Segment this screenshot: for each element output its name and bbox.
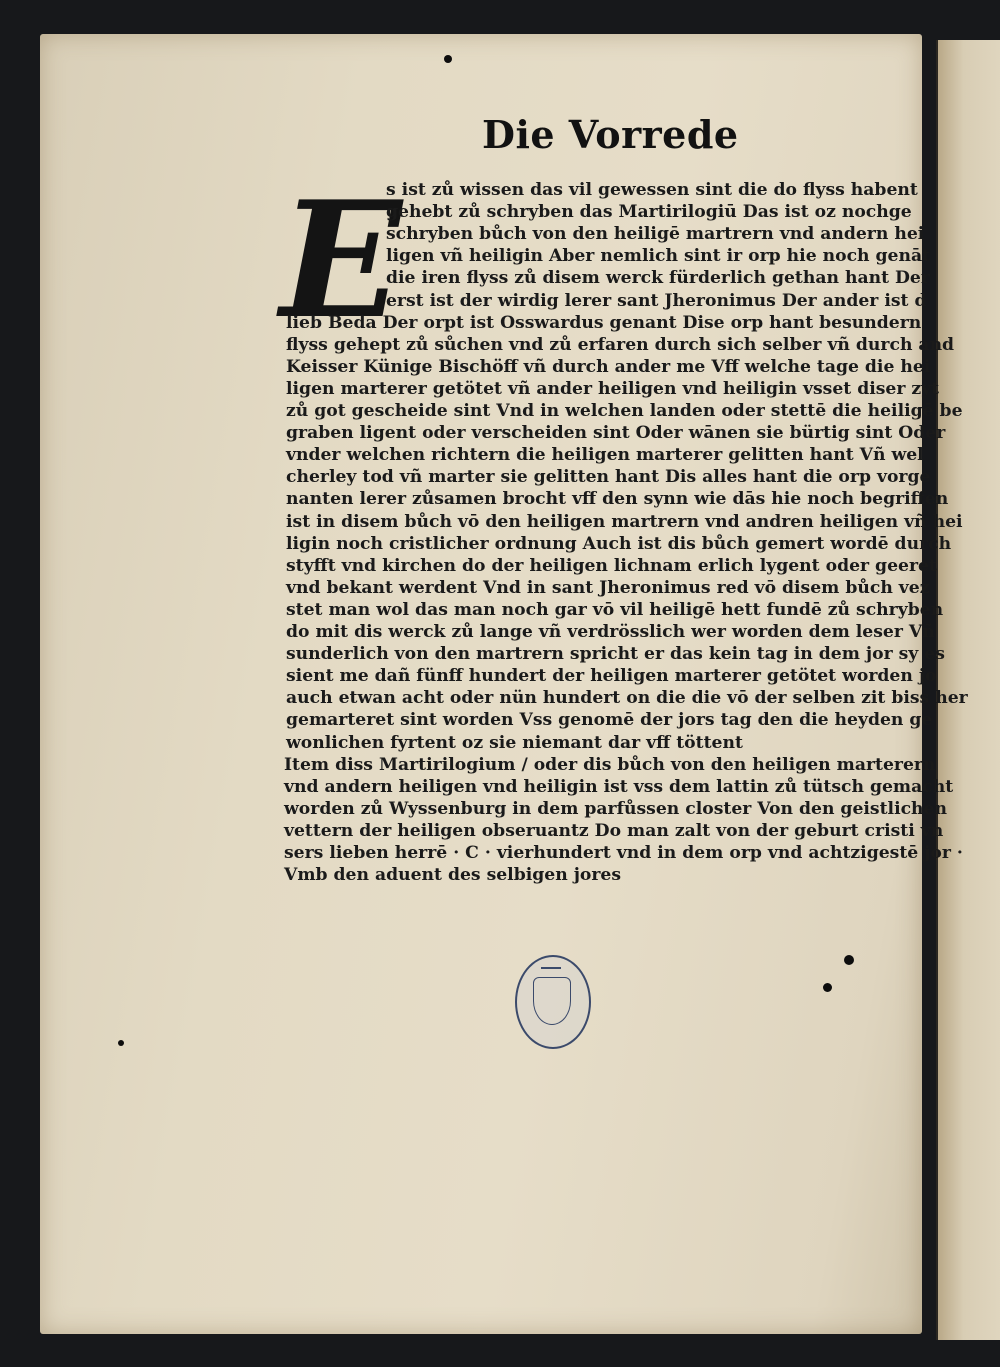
text-line: schryben bůch von den heiligē martrern vnd andern hei	[386, 224, 925, 245]
text-line: s ist zů wissen das vil gewessen sint die do flyss habent	[386, 180, 918, 200]
text-line: lieb Beda Der orpt ist Osswardus genant Dise orp hant besundern	[286, 312, 922, 333]
text-line: die iren flyss zů disem werck fürderlich gethan hant Der	[386, 268, 930, 289]
text-line: sient me dañ fünff hundert der heiligen marterer getötet worden jo	[286, 666, 937, 687]
text-line: ligen marterer getötet vñ ander heiligen vnd heiligin vsset diser zyt	[286, 378, 940, 399]
decorated-initial: E	[280, 166, 402, 354]
text-line: nanten lerer zůsamen brocht vff den synn wie dās hie noch begriffen	[286, 489, 949, 510]
text-line: vnd bekant werdent Vnd in sant Jheronimus red vō disem bůch vez	[286, 577, 930, 598]
text-line: ligen vñ heiligin Aber nemlich sint ir orp hie noch genāt	[386, 246, 931, 267]
text-line: stet man wol das man noch gar vō vil heiligē hett fundē zů schryben	[286, 599, 944, 620]
text-line: graben ligent oder verscheiden sint Oder wānen sie bürtig sint Oder	[286, 423, 946, 444]
text-line: gehebt zů schryben das Martirilogiū Das ist oz nochge	[386, 202, 912, 223]
text-line: ist in disem bůch vō den heiligen martrern vnd andren heiligen vñ hei	[286, 511, 963, 532]
text-line: flyss gehept zů sůchen vnd zů erfaren durch sich selber vñ durch and	[286, 334, 955, 355]
text-line: wonlichen fyrtent oz sie niemant dar vff töttent	[286, 732, 743, 753]
text-line: auch etwan acht oder nün hundert on die die vō der selben zit biss her	[286, 688, 968, 709]
text-line: sers lieben herrē · C · vierhundert vnd in dem orp vnd achtzigestē jor ·	[284, 843, 963, 863]
text-line: Item diss Martirilogium / oder dis bůch von den heiligen marterern	[284, 754, 936, 775]
text-line: styfft vnd kirchen do der heiligen lichnam erlich lygent oder geeret	[286, 555, 937, 576]
text-line: ligin noch cristlicher ordnung Auch ist dis bůch gemert wordē durch	[286, 533, 952, 554]
text-line: worden zů Wyssenburg in dem parfůssen closter Von den geistlichen	[284, 798, 947, 819]
text-line: Keisser Künige Bischöff vñ durch ander me Vff welche tage die hei	[286, 356, 931, 377]
text-line: gemarteret sint worden Vss genomē der jors tag den die heyden ge	[286, 710, 933, 731]
text-line: vnd andern heiligen vnd heiligin ist vss dem lattin zů tütsch gemacht	[284, 776, 954, 797]
text-line: Vmb den aduent des selbigen jores	[284, 865, 622, 886]
text-line: zů got gescheide sint Vnd in welchen landen oder stettē die heiligē be	[286, 401, 963, 421]
coat-of-arms-icon	[533, 977, 571, 1025]
text-line: vnder welchen richtern die heiligen marterer gelitten hant Vñ wel	[286, 445, 924, 466]
text-line: erst ist der wirdig lerer sant Jheronimus Der ander ist d	[386, 290, 927, 311]
text-line: do mit dis werck zů lange vñ verdrösslich wer worden dem leser Vñ	[286, 622, 935, 642]
text-line: sunderlich von den martrern spricht er das kein tag in dem jor sy es	[286, 644, 945, 665]
text-line: cherley tod vñ marter sie gelitten hant Dis alles hant die orp vorge	[286, 467, 931, 488]
text-line: vettern der heiligen obseruantz Do man zalt von der geburt cristi vn	[284, 820, 944, 841]
library-stamp	[515, 955, 591, 1049]
page-heading: Die Vorrede	[482, 112, 739, 157]
